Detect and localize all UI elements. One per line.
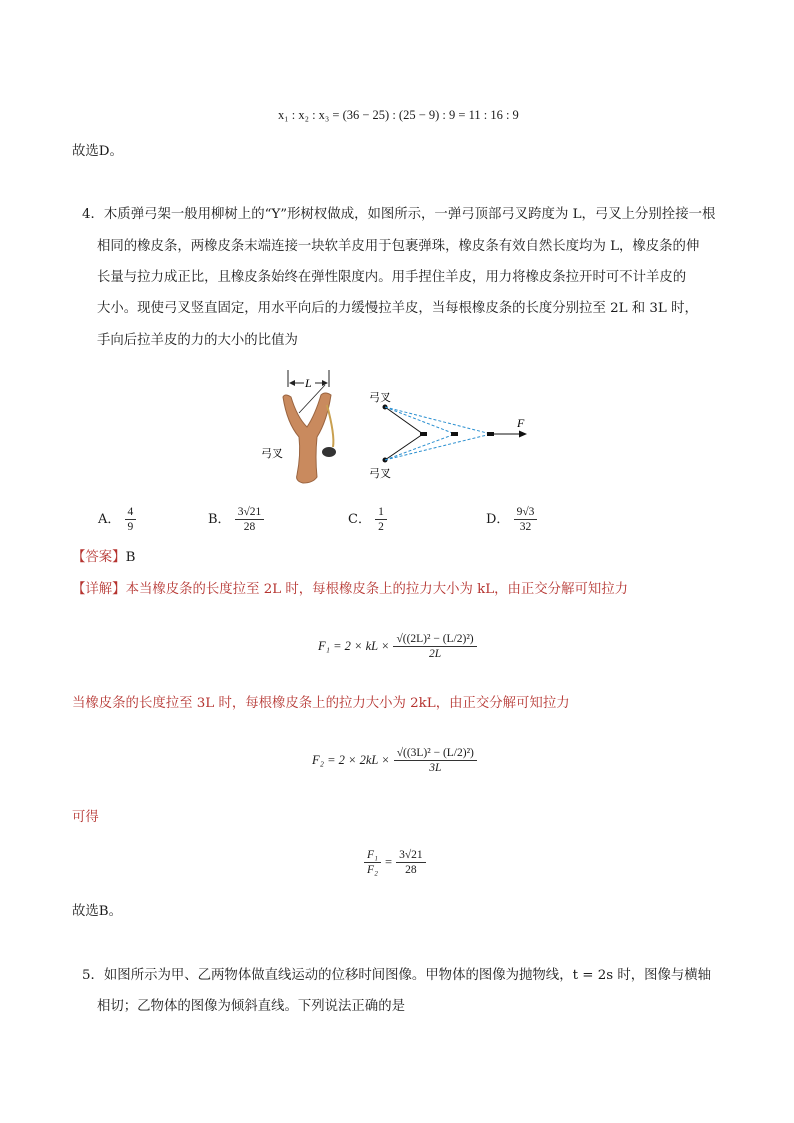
band-solid-bottom — [385, 434, 423, 460]
option-b-num: 3√21 — [235, 505, 265, 520]
option-d[interactable] — [486, 505, 537, 534]
pouch-far — [487, 432, 494, 436]
option-c-num: 1 — [375, 505, 387, 520]
option-a-fraction — [125, 505, 137, 534]
pouch-near — [420, 432, 427, 436]
eq2-lhs: F₂ = 2 × 2kL × — [312, 753, 390, 767]
eq3-rnum: 3√21 — [396, 848, 426, 863]
eq3-rden: 28 — [405, 864, 417, 876]
detail-line-1 — [72, 580, 628, 600]
option-d-num: 9√3 — [514, 505, 538, 520]
option-c-fraction — [375, 505, 387, 534]
q5-stem-line-2: 相切；乙物体的图像为倾斜直线。下列说法正确的是 — [97, 999, 405, 1014]
band-dash-mid-bottom — [385, 434, 455, 460]
option-a-den: 9 — [127, 521, 134, 533]
rubber-band — [327, 405, 333, 447]
q3-conclusion: 故选D。 — [72, 144, 123, 159]
q5-stem-line-1: 5．如图所示为甲、乙两物体做直线运动的位移时间图像。甲物体的图像为抛物线，t = 2s 时，图像与横轴 — [82, 968, 712, 983]
eq2-num: √((3L)² − (L/2)²) — [394, 746, 477, 761]
eq3-den: F₂ — [367, 864, 379, 876]
detail-line-2: 当橡皮条的长度拉至 3L 时，每根橡皮条上的拉力大小为 2kL，由正交分解可知拉力 — [72, 696, 570, 711]
option-a-num: 4 — [125, 505, 137, 520]
slingshot-figure — [255, 365, 545, 490]
q4-stem-line-3: 长量与拉力成正比，且橡皮条始终在弹性限度内。用手捏住羊皮，用力将橡皮条拉开时可不计羊皮的 — [97, 270, 687, 285]
q4-stem-line-2: 相同的橡皮条，两橡皮条末端连接一块软羊皮用于包裹弹珠，橡皮条有效自然长度均为 L，橡皮条的伸 — [97, 239, 700, 254]
fork-label-bottom: 弓叉 — [369, 467, 391, 480]
option-c-letter: C． — [348, 512, 371, 527]
option-d-fraction — [514, 505, 538, 534]
answer-tag: 【答案】 — [72, 550, 126, 565]
eq3-rhs-fraction — [396, 848, 426, 877]
option-d-den: 32 — [519, 521, 532, 533]
eq3-num: F₁ — [364, 848, 381, 863]
band-dash-far-bottom — [385, 434, 491, 460]
fork-label-left: 弓叉 — [261, 447, 283, 460]
detail-text-1: 本当橡皮条的长度拉至 2L 时，每根橡皮条上的拉力大小为 kL，由正交分解可知拉力 — [125, 582, 629, 597]
equation-f2 — [312, 746, 477, 775]
band-dash-far-top — [385, 407, 491, 434]
eq1-fraction — [393, 632, 476, 661]
option-b-fraction — [235, 505, 265, 534]
option-a[interactable] — [98, 505, 136, 534]
option-b[interactable] — [208, 505, 264, 534]
eq2-fraction — [394, 746, 477, 775]
band-dash-mid-top — [385, 407, 455, 434]
option-d-letter: D． — [486, 512, 510, 527]
fork-label-top: 弓叉 — [369, 391, 391, 404]
option-a-letter: A． — [98, 512, 121, 527]
q4-conclusion: 故选B。 — [72, 904, 123, 919]
eq1-den: 2L — [428, 648, 442, 660]
pouch-mid — [451, 432, 458, 436]
answer-value: B — [125, 550, 136, 565]
eq1-lhs: F₁ = 2 × kL × — [318, 639, 390, 653]
eq3-lhs-fraction — [364, 848, 381, 877]
q4-stem-line-4: 大小。现使弓叉竖直固定，用水平向后的力缓慢拉羊皮，当每根橡皮条的长度分别拉至 2L 和 3L 时， — [97, 301, 698, 316]
eq2-den: 3L — [429, 762, 442, 774]
equation-f1 — [318, 632, 477, 661]
q3-equation: x₁ : x₂ : x₃ = (36 − 25) : (25 − 9) : 9 = 11 : 16 : 9 — [278, 108, 519, 122]
detail-tag: 【详解】 — [72, 582, 126, 597]
band-solid-top — [385, 407, 423, 434]
span-label: L — [305, 376, 312, 390]
leather-pouch — [322, 447, 336, 457]
equation-ratio — [364, 848, 426, 877]
answer-line — [72, 548, 135, 568]
option-c-den: 2 — [378, 521, 384, 533]
q4-stem-line-1: 4．木质弹弓架一般用柳树上的“Y”形树杈做成，如图所示，一弹弓顶部弓叉跨度为 L，弓叉上分别拴接一根 — [82, 207, 716, 222]
option-c[interactable] — [348, 505, 387, 534]
eq1-num: √((2L)² − (L/2)²) — [393, 632, 476, 647]
option-b-letter: B． — [208, 512, 231, 527]
force-label: F — [517, 416, 525, 430]
q4-stem-line-5: 手向后拉羊皮的力的大小的比值为 — [97, 333, 298, 348]
detail-line-3: 可得 — [72, 810, 99, 825]
option-b-den: 28 — [243, 521, 256, 533]
eq3-equals: = — [385, 855, 393, 869]
slingshot-wood — [283, 393, 331, 483]
